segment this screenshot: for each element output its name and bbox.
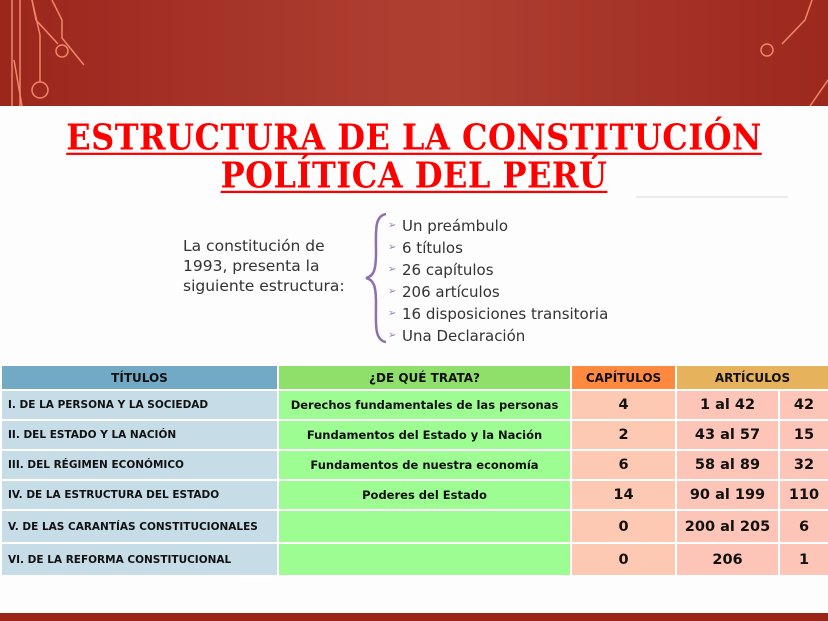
list-item: ➢ Un preámbulo <box>388 217 509 235</box>
arrow-bullet-icon: ➢ <box>388 242 397 253</box>
cell-titulo: II. DEL ESTADO Y LA NACIÓN <box>1 420 278 450</box>
cell-titulo: V. DE LAS CARANTÍAS CONSTITUCIONALES <box>1 510 278 543</box>
cell-titulo: III. DEL RÉGIMEN ECONÓMICO <box>1 450 278 480</box>
slide-title <box>0 115 828 197</box>
arrow-bullet-icon: ➢ <box>388 286 397 297</box>
header-titulos: TÍTULOS <box>1 365 278 390</box>
cell-rango: 90 al 199 <box>676 480 779 510</box>
cell-trata <box>278 543 571 576</box>
arrow-bullet-icon: ➢ <box>388 264 397 275</box>
constitution-table <box>0 364 828 577</box>
cell-capitulos: 2 <box>571 420 676 450</box>
list-item: ➢ 6 títulos <box>388 239 463 257</box>
cell-capitulos: 0 <box>571 543 676 576</box>
list-item: ➢ 206 artículos <box>388 283 500 301</box>
structure-list <box>388 215 608 347</box>
cell-capitulos: 6 <box>571 450 676 480</box>
table-row <box>1 390 828 420</box>
list-item: ➢ 16 disposiciones transitoria <box>388 305 609 323</box>
table-row <box>1 420 828 450</box>
cell-total: 6 <box>779 510 828 543</box>
cell-trata: Fundamentos de nuestra economía <box>278 450 571 480</box>
cell-total: 42 <box>779 390 828 420</box>
cell-titulo: VI. DE LA REFORMA CONSTITUCIONAL <box>1 543 278 576</box>
title-line-1: ESTRUCTURA DE LA CONSTITUCIÓN <box>66 115 762 159</box>
cell-rango: 1 al 42 <box>676 390 779 420</box>
title-line-2: POLÍTICA DEL PERÚ <box>220 153 608 197</box>
cell-capitulos: 0 <box>571 510 676 543</box>
header-capitulos: CAPÍTULOS <box>571 365 676 390</box>
cell-trata: Fundamentos del Estado y la Nación <box>278 420 571 450</box>
cell-capitulos: 14 <box>571 480 676 510</box>
table-row <box>1 510 828 543</box>
divider <box>636 196 788 198</box>
cell-capitulos: 4 <box>571 390 676 420</box>
table-row <box>1 480 828 510</box>
circuit-decoration-icon <box>0 0 828 106</box>
header-trata: ¿DE QUÉ TRATA? <box>278 365 571 390</box>
cell-trata: Derechos fundamentales de las personas <box>278 390 571 420</box>
list-item: ➢ 26 capítulos <box>388 261 494 279</box>
curly-brace-icon <box>362 212 390 344</box>
cell-titulo: IV. DE LA ESTRUCTURA DEL ESTADO <box>1 480 278 510</box>
header-banner <box>0 0 828 106</box>
cell-trata: Poderes del Estado <box>278 480 571 510</box>
intro-text: La constitución de 1993, presenta la siguiente estructura: <box>183 237 345 295</box>
list-item: ➢ Una Declaración <box>388 327 526 345</box>
arrow-bullet-icon: ➢ <box>388 220 397 231</box>
table-row <box>1 450 828 480</box>
cell-rango: 58 al 89 <box>676 450 779 480</box>
cell-total: 1 <box>779 543 828 576</box>
table-row <box>1 543 828 576</box>
cell-total: 15 <box>779 420 828 450</box>
table-header-row <box>1 365 828 390</box>
cell-trata <box>278 510 571 543</box>
cell-titulo: I. DE LA PERSONA Y LA SOCIEDAD <box>1 390 278 420</box>
header-articulos: ARTÍCULOS <box>676 365 828 390</box>
cell-rango: 206 <box>676 543 779 576</box>
cell-rango: 200 al 205 <box>676 510 779 543</box>
arrow-bullet-icon: ➢ <box>388 330 397 341</box>
cell-total: 110 <box>779 480 828 510</box>
footer-band <box>0 613 828 621</box>
cell-rango: 43 al 57 <box>676 420 779 450</box>
arrow-bullet-icon: ➢ <box>388 308 397 319</box>
cell-total: 32 <box>779 450 828 480</box>
